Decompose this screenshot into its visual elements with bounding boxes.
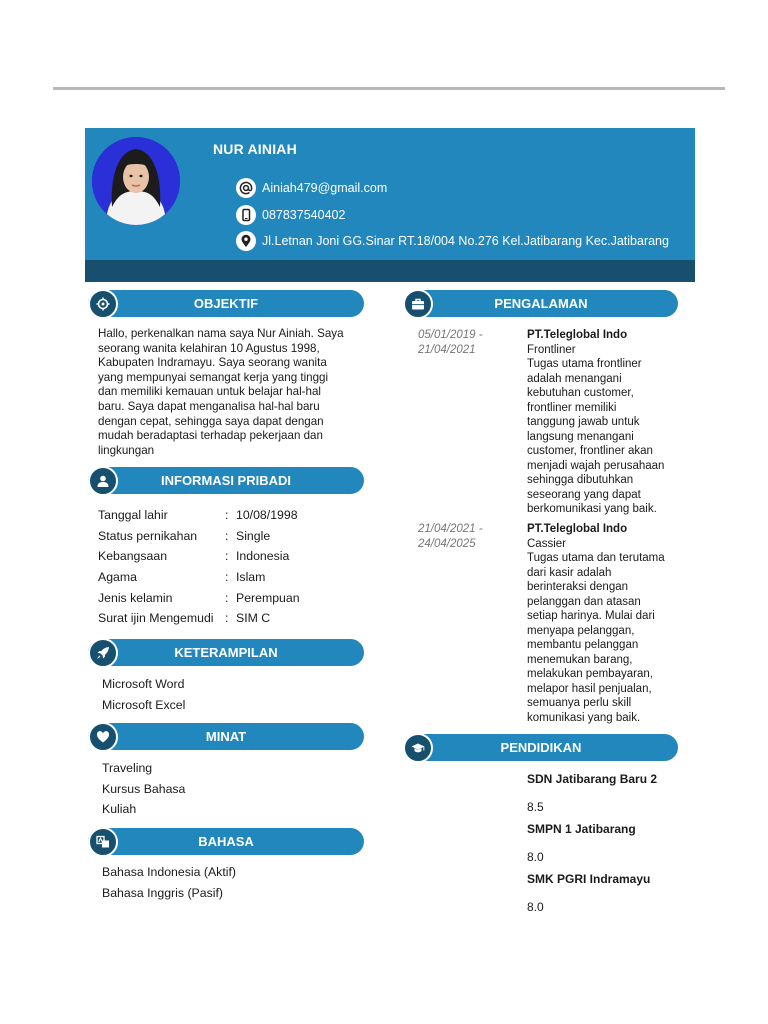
info-label: Agama — [98, 570, 137, 585]
section-header-pengalaman — [404, 290, 678, 317]
avatar — [92, 137, 180, 225]
interests-list — [102, 758, 185, 820]
info-label: Status pernikahan — [98, 528, 198, 543]
skills-list — [102, 674, 185, 715]
desc-line: menjadi wajah perusahaan — [527, 459, 665, 472]
objective-line: baru. Saya dapat menganalisa hal-hal baru — [98, 399, 320, 413]
experience-dates — [418, 522, 518, 551]
date-start: 05/01/2019 - — [418, 329, 483, 341]
section-title-informasi: INFORMASI PRIBADI — [161, 473, 291, 488]
desc-line: melapor hasil penjualan, — [527, 682, 652, 695]
target-icon — [88, 289, 118, 319]
info-row — [98, 608, 368, 629]
school-score: 8.0 — [527, 850, 544, 864]
desc-line: sehingga dibutuhkan — [527, 474, 634, 486]
desc-line: dari kasir adalah — [527, 566, 612, 579]
list-item: Bahasa Indonesia (Aktif) — [102, 865, 236, 879]
list-item: Kuliah — [102, 802, 137, 816]
address-text: Jl.Letnan Joni GG.Sinar RT.18/004 No.276 Kel.Jatibarang Kec.Jatibarang — [262, 234, 669, 248]
info-row — [98, 526, 368, 547]
top-divider — [53, 87, 725, 90]
desc-line: adalah menangani — [527, 372, 622, 385]
info-value: SIM C — [236, 611, 271, 626]
section-title-minat: MINAT — [205, 729, 247, 744]
desc-line: komunikasi yang baik. — [527, 711, 641, 724]
graduation-cap-icon — [403, 733, 433, 763]
education-item — [527, 872, 650, 914]
section-title-pendidikan: PENDIDIKAN — [500, 740, 582, 755]
info-row — [98, 587, 368, 608]
info-value: Single — [236, 528, 271, 543]
experience-body — [527, 522, 689, 725]
personal-info-table — [98, 505, 368, 629]
date-end: 24/04/2025 — [418, 537, 476, 550]
location-pin-icon — [236, 231, 256, 251]
objective-line: lingkungan — [98, 443, 155, 457]
desc-line: melakukan pembayaran, — [527, 668, 653, 680]
job-role: Frontliner — [527, 343, 576, 356]
section-header-informasi — [88, 467, 364, 494]
list-item: Traveling — [102, 761, 153, 775]
email-row — [236, 178, 387, 198]
phone-row — [236, 205, 345, 225]
education-item — [527, 772, 657, 814]
desc-line: semuanya perlu skill — [527, 697, 632, 709]
desc-line: customer, frontliner akan — [527, 445, 653, 457]
list-item: Bahasa Inggris (Pasif) — [102, 885, 223, 900]
section-header-keterampilan — [88, 639, 364, 666]
languages-list — [102, 862, 236, 903]
objective-line: dan memiliki kemauan untuk belajar hal-hal — [98, 385, 321, 399]
at-sign-icon — [236, 178, 256, 198]
desc-line: frontliner memiliki — [527, 401, 617, 414]
heart-icon — [88, 722, 118, 752]
school-name: SMK PGRI Indramayu — [527, 872, 651, 886]
experience-body — [527, 328, 689, 517]
info-separator: : — [225, 590, 229, 605]
phone-text[interactable]: 087837540402 — [262, 208, 346, 222]
objective-line: Hallo, perkenalkan nama saya Nur Ainiah. Saya — [98, 327, 344, 340]
info-separator: : — [225, 508, 229, 523]
desc-line: langsung menangani — [527, 430, 634, 443]
section-header-pendidikan — [404, 734, 678, 761]
desc-line: membantu pelanggan — [527, 639, 639, 651]
section-title-keterampilan: KETERAMPILAN — [174, 645, 278, 660]
objective-line: seorang wanita kelahiran 10 Agustus 1998, — [98, 341, 320, 355]
objective-text — [98, 327, 373, 458]
section-header-minat — [88, 723, 364, 750]
section-title-bahasa: BAHASA — [198, 834, 254, 849]
profile-name: NUR AINIAH — [213, 141, 297, 157]
desc-line: pelanggan dan atasan — [527, 595, 641, 608]
info-label: Kebangsaan — [98, 549, 168, 564]
info-value: Indonesia — [236, 549, 290, 564]
desc-line: kebutuhan customer, — [527, 387, 634, 399]
section-header-bahasa — [88, 828, 364, 855]
info-separator: : — [225, 549, 229, 564]
header-bottom-strip — [85, 260, 695, 282]
info-value: Islam — [236, 570, 266, 585]
date-start: 21/04/2021 - — [418, 523, 483, 535]
info-value: Perempuan — [236, 590, 300, 605]
info-row — [98, 546, 368, 567]
info-row — [98, 505, 368, 526]
info-separator: : — [225, 528, 229, 543]
experience-dates — [418, 328, 518, 357]
school-score: 8.0 — [527, 900, 544, 914]
school-name: SMPN 1 Jatibarang — [527, 822, 636, 836]
profile-header — [85, 128, 695, 282]
school-score: 8.5 — [527, 800, 544, 814]
rocket-icon — [88, 638, 118, 668]
briefcase-icon — [403, 289, 433, 319]
phone-icon — [236, 205, 256, 225]
info-label: Jenis kelamin — [98, 590, 173, 605]
info-separator: : — [225, 570, 229, 585]
list-item: Microsoft Word — [102, 677, 185, 691]
section-title-pengalaman: PENGALAMAN — [494, 296, 588, 311]
company-name: PT.Teleglobal Indo — [527, 523, 628, 535]
user-icon — [88, 466, 118, 496]
objective-line: dengan cepat, sehingga saya dapat dengan — [98, 414, 324, 428]
date-end: 21/04/2021 — [418, 343, 476, 356]
address-row — [236, 231, 669, 251]
company-name: PT.Teleglobal Indo — [527, 329, 628, 341]
objective-line: Kabupaten Indramayu. Saya seorang wanita — [98, 356, 327, 370]
info-separator: : — [225, 611, 229, 626]
desc-line: seseorang yang dapat — [527, 488, 641, 501]
desc-line: setiap harinya. Mulai dari — [527, 610, 655, 622]
section-header-objektif — [88, 290, 364, 317]
info-row — [98, 567, 368, 588]
desc-line: berkomunikasi yang baik. — [527, 503, 657, 515]
desc-line: tanggung jawab untuk — [527, 416, 640, 428]
desc-line: menemukan barang, — [527, 653, 633, 666]
section-title-objektif: OBJEKTIF — [193, 296, 259, 311]
desc-line: Tugas utama frontliner — [527, 358, 642, 370]
job-role: Cassier — [527, 537, 566, 550]
email-text[interactable]: Ainiah479@gmail.com — [262, 181, 388, 195]
translate-icon — [88, 827, 118, 857]
info-label: Tanggal lahir — [98, 508, 168, 523]
objective-line: yang mempunyai semangat kerja yang tinggi — [98, 370, 329, 384]
school-name: SDN Jatibarang Baru 2 — [527, 772, 658, 786]
desc-line: menyapa pelanggan, — [527, 624, 635, 637]
info-value: 10/08/1998 — [236, 508, 298, 523]
list-item: Kursus Bahasa — [102, 781, 186, 796]
desc-line: Tugas utama dan terutama — [527, 552, 665, 564]
objective-line: mudah beradaptasi terhadap pekerjaan dan — [98, 429, 323, 443]
desc-line: berinteraksi dengan — [527, 581, 629, 593]
list-item: Microsoft Excel — [102, 697, 186, 712]
education-item — [527, 822, 636, 864]
info-label: Surat ijin Mengemudi — [98, 611, 214, 626]
